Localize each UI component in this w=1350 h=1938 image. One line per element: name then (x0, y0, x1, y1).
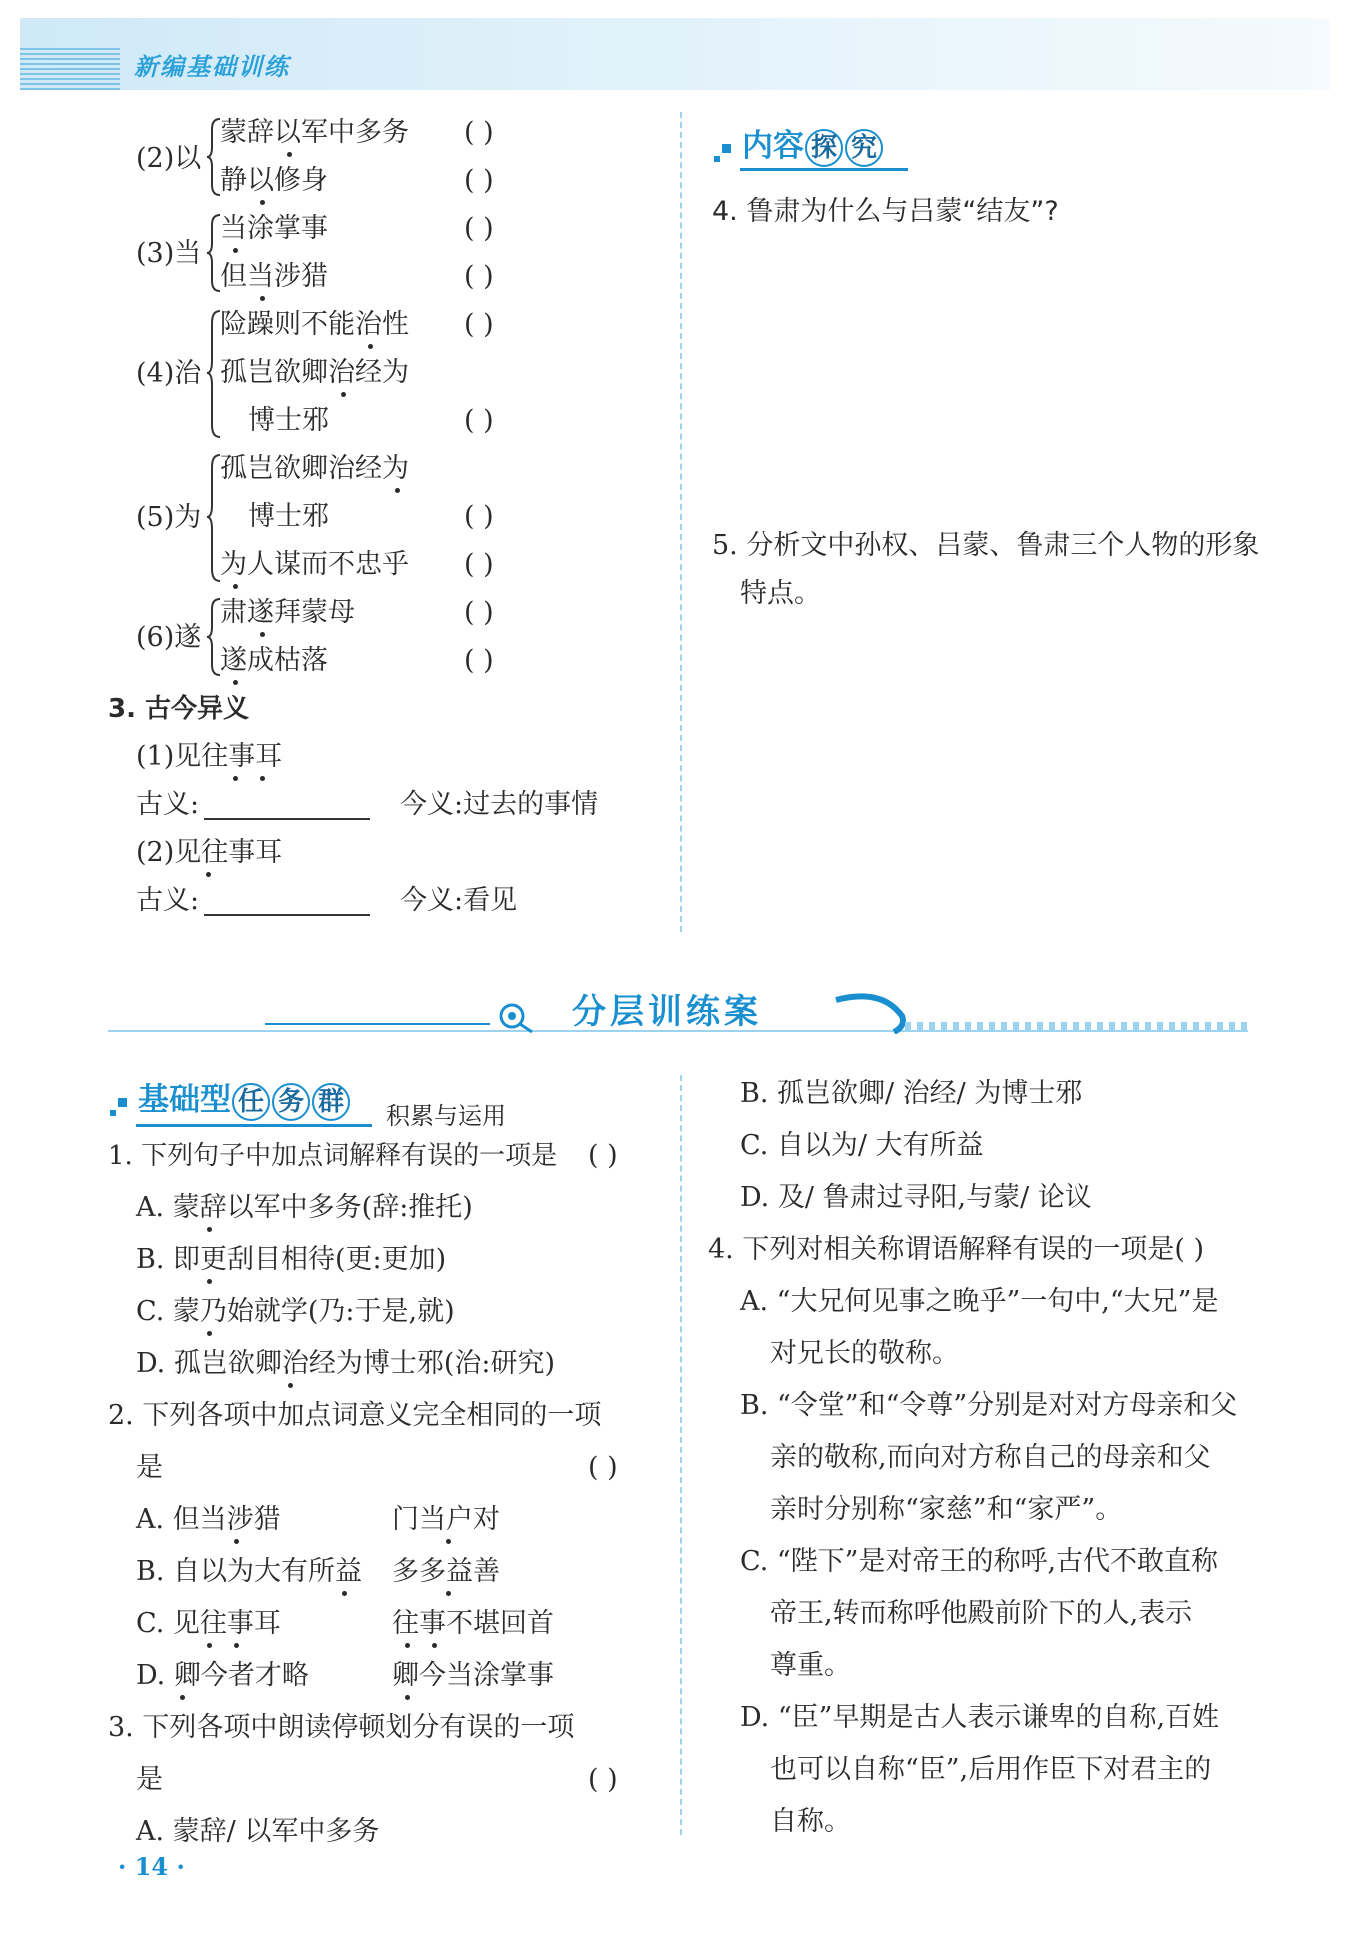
answer-paren[interactable]: ( ) (464, 261, 494, 292)
emphasis-dot (233, 248, 238, 253)
group-item: 孤岂欲卿治经为 (220, 357, 409, 388)
emphasis-dot (395, 488, 400, 493)
option-b-line2: 亲的敬称,而向对方称自己的母亲和父 (770, 1442, 1211, 1473)
answer-blank[interactable] (204, 914, 370, 916)
answer-paren[interactable]: ( ) (464, 405, 494, 436)
answer-paren[interactable]: ( ) (464, 165, 494, 196)
answer-paren[interactable]: ( ) (464, 309, 494, 340)
option-b[interactable]: B. 即更刮目相待(更:更加) (136, 1244, 447, 1275)
gu-yi-label: 古义: (136, 885, 200, 916)
option-c-compare: 往事不堪回首 (392, 1608, 554, 1639)
option-b[interactable]: B. 孤岂欲卿/ 治经/ 为博士邪 (740, 1078, 1083, 1109)
question-5-line1: 5. 分析文中孙权、吕蒙、鲁肃三个人物的形象 (712, 530, 1260, 561)
section-heading-prefix: 基础型 (138, 1082, 231, 1118)
question-5-line2: 特点。 (740, 578, 821, 609)
emphasis-dot (233, 680, 238, 685)
emphasis-dot (207, 1227, 212, 1232)
emphasis-dot (234, 1643, 239, 1648)
answer-paren[interactable]: ( ) (588, 1140, 618, 1171)
emphasis-dot (233, 584, 238, 589)
emphasis-dot (260, 296, 265, 301)
column-divider-top (680, 112, 682, 932)
emphasis-dot (368, 344, 373, 349)
group-item: 但当涉猎 (220, 261, 328, 292)
emphasis-dot (446, 1539, 451, 1544)
group-item: 博士邪 (248, 405, 329, 436)
option-d[interactable]: D. 孤岂欲卿治经为博士邪(治:研究) (136, 1348, 556, 1379)
section-heading-circled-char: 务 (272, 1083, 310, 1121)
section-heading-prefix: 内容 (742, 128, 804, 164)
emphasis-dot (207, 1279, 212, 1284)
section-heading-content-inquiry (742, 126, 884, 167)
group-item: 孤岂欲卿治经为 (220, 453, 409, 484)
question-4: 4. 鲁肃为什么与吕蒙“结友”? (712, 196, 1059, 227)
emphasis-dot (342, 1591, 347, 1596)
option-b-line1[interactable]: B. “令堂”和“令尊”分别是对对方母亲和父 (740, 1390, 1238, 1421)
group-label: (3)当 (136, 238, 202, 269)
group-item: 为人谋而不忠乎 (220, 549, 409, 580)
emphasis-dot (405, 1643, 410, 1648)
question-2-stem-line2: 是 (136, 1452, 163, 1483)
answer-paren[interactable]: ( ) (464, 549, 494, 580)
page-number: · 14 · (118, 1852, 185, 1881)
emphasis-dot (287, 152, 292, 157)
answer-paren[interactable]: ( ) (464, 213, 494, 244)
group-item: 肃遂拜蒙母 (220, 597, 355, 628)
option-d-line3: 自称。 (770, 1806, 851, 1837)
emphasis-dot (233, 776, 238, 781)
answer-paren[interactable]: ( ) (464, 117, 494, 148)
header-stripes (20, 46, 120, 90)
section-heading-basic-tasks (138, 1080, 351, 1121)
header-title: 新编基础训练 (134, 52, 290, 81)
group-item: 静以修身 (220, 165, 328, 196)
option-b-line3: 亲时分别称“家慈”和“家严”。 (770, 1494, 1123, 1525)
group-label: (2)以 (136, 143, 202, 174)
question-4-stem: 4. 下列对相关称谓语解释有误的一项是( ) (708, 1234, 1204, 1265)
group-item: 博士邪 (248, 501, 329, 532)
emphasis-dot (405, 1695, 410, 1700)
banner-rule-left (265, 1023, 490, 1025)
answer-paren[interactable]: ( ) (588, 1764, 618, 1795)
jin-yi-text: 今义:看见 (400, 885, 518, 916)
option-d[interactable]: D. 卿今者才略 (136, 1660, 309, 1691)
column-divider-bottom (680, 1075, 682, 1835)
emphasis-dot (432, 1643, 437, 1648)
section-marker-icon (722, 144, 731, 153)
emphasis-dot (260, 632, 265, 637)
section-heading-circled-char: 群 (312, 1083, 350, 1121)
section-3-title: 3. 古今异义 (108, 694, 250, 724)
option-a-line1[interactable]: A. “大兄何见事之晚乎”一句中,“大兄”是 (740, 1286, 1219, 1317)
answer-blank[interactable] (204, 818, 370, 820)
section-subtitle: 积累与运用 (386, 1102, 506, 1130)
section-marker-icon (110, 1110, 116, 1116)
question-2-stem-line1: 2. 下列各项中加点词意义完全相同的一项 (108, 1400, 602, 1431)
answer-paren[interactable]: ( ) (464, 597, 494, 628)
question-1-stem: 1. 下列句子中加点词解释有误的一项是 (108, 1141, 558, 1171)
option-a[interactable]: A. 蒙辞以军中多务(辞:推托) (136, 1192, 473, 1223)
option-b-compare: 多多益善 (392, 1556, 500, 1587)
question-3-stem-line1: 3. 下列各项中朗读停顿划分有误的一项 (108, 1712, 575, 1743)
option-d-line2: 也可以自称“臣”,后用作臣下对君主的 (770, 1754, 1212, 1785)
option-c[interactable]: C. 蒙乃始就学(乃:于是,就) (136, 1296, 455, 1327)
answer-paren[interactable]: ( ) (588, 1452, 618, 1483)
option-c-line2: 帝王,转而称呼他殿前阶下的人,表示 (770, 1598, 1193, 1629)
emphasis-dot (288, 1383, 293, 1388)
banner-swoosh-icon (832, 992, 912, 1034)
option-d-compare: 卿今当涂掌事 (392, 1660, 554, 1691)
section-heading-circled-char: 究 (845, 129, 883, 167)
group-item: 险躁则不能治性 (220, 309, 409, 340)
group-label: (4)治 (136, 358, 202, 389)
option-c-line1[interactable]: C. “陛下”是对帝王的称呼,古代不敢直称 (740, 1546, 1219, 1577)
section-heading-circled-char: 任 (232, 1083, 270, 1121)
option-a[interactable]: A. 但当涉猎 (136, 1504, 281, 1535)
group-item: 蒙辞以军中多务 (220, 117, 409, 148)
section-marker-icon (118, 1098, 127, 1107)
term-label: (2)见往事耳 (136, 837, 283, 868)
jin-yi-text: 今义:过去的事情 (400, 789, 599, 820)
emphasis-dot (180, 1695, 185, 1700)
emphasis-dot (260, 776, 265, 781)
emphasis-dot (446, 1591, 451, 1596)
emphasis-dot (207, 1331, 212, 1336)
option-d[interactable]: D. 及/ 鲁肃过寻阳,与蒙/ 论议 (740, 1182, 1092, 1213)
option-c[interactable]: C. 自以为/ 大有所益 (740, 1130, 984, 1161)
emphasis-dot (341, 392, 346, 397)
group-label: (5)为 (136, 502, 202, 533)
group-item: 遂成枯落 (220, 645, 328, 676)
answer-paren[interactable]: ( ) (464, 645, 494, 676)
question-3-stem-line2: 是 (136, 1764, 163, 1795)
section-underline (136, 1124, 372, 1127)
section-underline (740, 168, 908, 171)
magnifier-icon (496, 1000, 536, 1036)
group-label: (6)遂 (136, 622, 202, 653)
gu-yi-label: 古义: (136, 789, 200, 820)
section-heading-circled-char: 探 (805, 129, 843, 167)
answer-paren[interactable]: ( ) (464, 501, 494, 532)
group-item: 当涂掌事 (220, 213, 328, 244)
option-b[interactable]: B. 自以为大有所益 (136, 1556, 363, 1587)
emphasis-dot (206, 872, 211, 877)
banner-dotted-rule (905, 1022, 1250, 1030)
term-label: (1)见往事耳 (136, 741, 283, 772)
emphasis-dot (260, 200, 265, 205)
emphasis-dot (207, 1643, 212, 1648)
option-a-compare: 门当户对 (392, 1504, 500, 1535)
option-c[interactable]: C. 见往事耳 (136, 1608, 281, 1639)
option-a[interactable]: A. 蒙辞/ 以军中多务 (136, 1816, 380, 1847)
option-c-line3: 尊重。 (770, 1650, 851, 1681)
emphasis-dot (234, 1539, 239, 1544)
section-marker-icon (714, 156, 720, 162)
option-d-line1[interactable]: D. “臣”早期是古人表示谦卑的自称,百姓 (740, 1702, 1220, 1733)
banner-title: 分层训练案 (572, 992, 762, 1032)
option-a-line2: 对兄长的敬称。 (770, 1338, 959, 1369)
